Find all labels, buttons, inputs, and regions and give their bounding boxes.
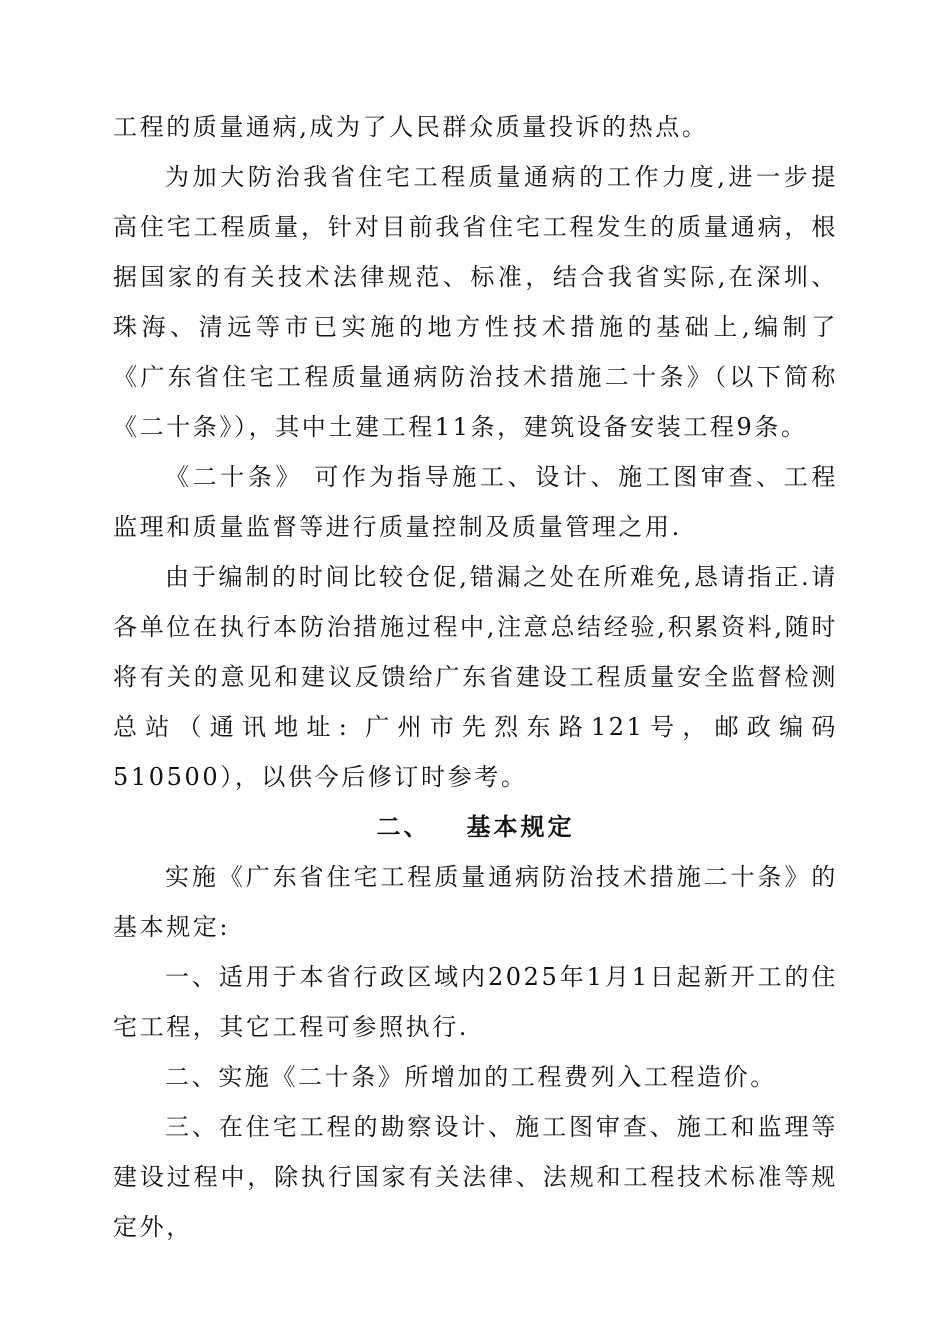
rule-item-1: 一、适用于本省行政区域内2025年1月1日起新开工的住宅工程，其它工程可参照执行. (113, 963, 838, 1041)
section-intro-paragraph: 实施《广东省住宅工程质量通病防治技术措施二十条》的基本规定: (113, 863, 838, 941)
rule-item-2: 二、实施《二十条》所增加的工程费列入工程造价。 (165, 1063, 777, 1091)
rule-item-3: 三、在住宅工程的勘察设计、施工图审查、施工和监理等建设过程中，除执行国家有关法律、法规和工程技术标准等规定外， (113, 1113, 838, 1241)
section-heading-number: 二、 (376, 813, 431, 841)
section-heading (113, 802, 838, 852)
paragraph-feedback: 由于编制的时间比较仓促,错漏之处在所难免,恳请指正.请各单位在执行本防治措施过程中,注意总结经验,积累资料,随时将有关的意见和建议反馈给广东省建设工程质量安全监督检测总站（通讯地址: 广州市先烈东路121号，邮政编码510500），以供今后修订时参考。 (113, 563, 838, 791)
paragraph-purpose: 为加大防治我省住宅工程质量通病的工作力度,进一步提高住宅工程质量，针对目前我省住宅工程发生的质量通病，根据国家的有关技术法律规范、标准，结合我省实际,在深圳、珠海、清远等市已实施的地方性技术措施的基础上,编制了《广东省住宅工程质量通病防治技术措施二十条》（以下简称《二十条》），其中土建工程11条，建筑设备安装工程9条。 (113, 163, 838, 441)
paragraph-continuation: 工程的质量通病,成为了人民群众质量投诉的热点。 (113, 113, 709, 141)
section-heading-title: 基本规定 (466, 813, 575, 841)
paragraph-usage: 《二十条》 可作为指导施工、设计、施工图审查、工程监理和质量监督等进行质量控制及质量管理之用. (113, 463, 838, 541)
document-body (113, 102, 838, 1252)
